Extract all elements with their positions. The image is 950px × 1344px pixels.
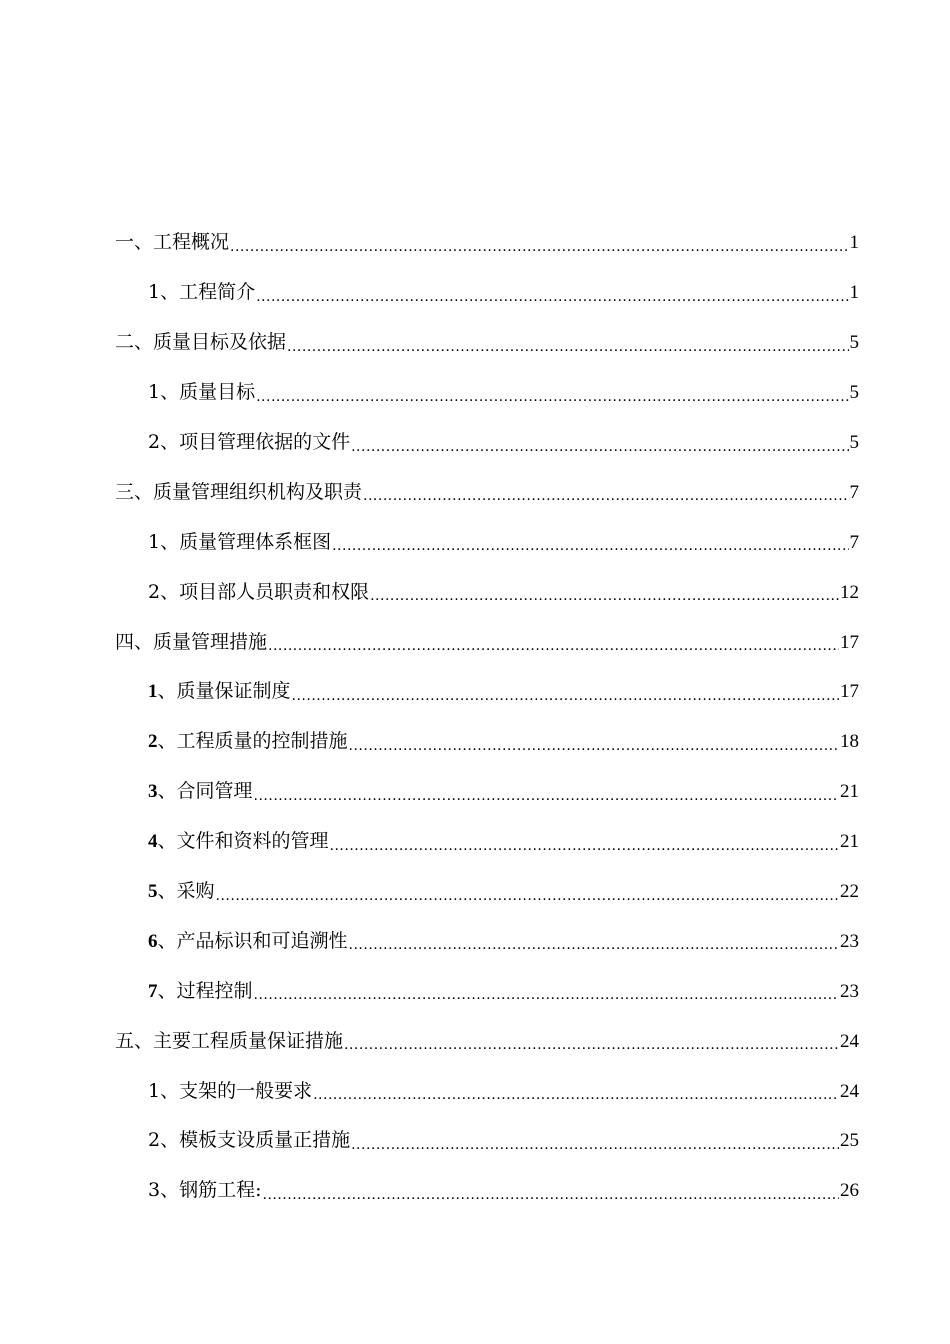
toc-entry[interactable]: [115, 1116, 859, 1166]
toc-dot-leader: [256, 390, 848, 404]
toc-page-number: 5: [849, 332, 859, 354]
toc-entry[interactable]: [115, 916, 859, 966]
toc-entry-title: 1、支架的一般要求: [148, 1079, 313, 1102]
toc-entry-title: [148, 979, 253, 1002]
toc-entry-number: 1: [148, 681, 158, 703]
toc-entry[interactable]: [115, 418, 859, 468]
toc-entry-title: [148, 682, 291, 701]
toc-dot-leader: [268, 639, 839, 653]
toc-page-number: 24: [840, 1080, 859, 1102]
toc-dot-leader: [254, 789, 839, 803]
toc-entry-title: 1、质量管理体系框图: [148, 530, 332, 553]
toc-page-number: 17: [840, 631, 859, 653]
toc-dot-leader: [313, 1088, 839, 1102]
toc-entry[interactable]: [115, 218, 859, 268]
toc-entry-title: [148, 782, 253, 801]
toc-dot-leader: [263, 1188, 840, 1202]
toc-entry[interactable]: [115, 617, 859, 667]
toc-entry-title: 四、质量管理措施: [115, 630, 268, 653]
toc-page-number: 1: [849, 282, 859, 304]
toc-entry-label: 、工程质量的控制措施: [157, 730, 348, 753]
toc-entry-title: 2、项目管理依据的文件: [148, 431, 351, 453]
toc-page-number: 24: [840, 1030, 859, 1052]
toc-entry-title: 二、质量目标及依据: [115, 331, 287, 354]
toc-dot-leader: [256, 290, 848, 304]
toc-entry-number: 3: [148, 781, 158, 803]
toc-page-number: 12: [840, 581, 859, 603]
toc-dot-leader: [254, 988, 839, 1002]
toc-entry-label: 、合同管理: [157, 780, 253, 803]
toc-entry-title: 1、工程简介: [148, 281, 256, 304]
toc-entry[interactable]: [115, 767, 859, 817]
toc-entry[interactable]: [115, 1066, 859, 1116]
toc-page-number: 17: [840, 681, 859, 703]
toc-entry-title: [148, 732, 348, 751]
toc-page-number: 7: [849, 531, 859, 553]
toc-entry[interactable]: [115, 966, 859, 1016]
toc-entry-label: 、过程控制: [157, 979, 253, 1002]
toc-page-number: 23: [840, 930, 859, 952]
toc-dot-leader: [351, 440, 848, 454]
toc-entry[interactable]: [115, 567, 859, 617]
toc-entry-number: 7: [148, 980, 158, 1002]
toc-dot-leader: [292, 689, 839, 703]
toc-dot-leader: [332, 539, 848, 553]
toc-entry-number: 2: [148, 731, 158, 753]
toc-dot-leader: [330, 839, 839, 853]
toc-entry[interactable]: [115, 717, 859, 767]
toc-dot-leader: [344, 1038, 839, 1052]
toc-page-number: 18: [840, 731, 859, 753]
toc-entry[interactable]: [115, 368, 859, 418]
toc-entry-label: 、文件和资料的管理: [157, 830, 329, 853]
toc-entry-title: 2、模板支设质量正措施: [148, 1129, 351, 1152]
toc-page-number: 21: [840, 831, 859, 853]
toc-entry[interactable]: [115, 1166, 859, 1216]
table-of-contents: [115, 218, 859, 1216]
toc-page-number: 26: [840, 1180, 859, 1202]
toc-dot-leader: [230, 240, 848, 254]
toc-page-number: 1: [849, 232, 859, 254]
toc-entry[interactable]: [115, 1016, 859, 1066]
toc-entry-title: [148, 929, 348, 952]
toc-entry-title: 五、主要工程质量保证措施: [115, 1029, 344, 1052]
toc-page-number: 25: [840, 1130, 859, 1152]
toc-entry-title: 3、钢筋工程:: [148, 1179, 262, 1202]
toc-page-number: 23: [840, 980, 859, 1002]
toc-dot-leader: [349, 938, 839, 952]
toc-page-number: 21: [840, 781, 859, 803]
toc-page-number: 7: [849, 481, 859, 503]
toc-entry-label: 、采购: [157, 880, 215, 903]
toc-entry-title: [148, 832, 329, 851]
toc-entry[interactable]: [115, 467, 859, 517]
toc-entry-title: [148, 882, 215, 901]
toc-page-number: 5: [849, 432, 859, 453]
toc-dot-leader: [351, 1138, 839, 1152]
toc-entry[interactable]: [115, 817, 859, 867]
toc-dot-leader: [287, 340, 848, 354]
toc-page-number: 22: [840, 881, 859, 903]
toc-dot-leader: [370, 589, 839, 603]
toc-entry-title: 三、质量管理组织机构及职责: [115, 480, 363, 503]
toc-entry[interactable]: [115, 268, 859, 318]
toc-entry[interactable]: [115, 517, 859, 567]
toc-entry-number: 5: [148, 881, 158, 903]
toc-dot-leader: [349, 739, 839, 753]
toc-entry[interactable]: [115, 667, 859, 717]
toc-dot-leader: [363, 489, 848, 503]
toc-entry-title: 1、质量目标: [148, 381, 256, 404]
toc-entry[interactable]: [115, 867, 859, 917]
toc-entry-title: 2、项目部人员职责和权限: [148, 580, 370, 603]
toc-entry-label: 、质量保证制度: [157, 680, 291, 703]
toc-entry-label: 、产品标识和可追溯性: [157, 929, 348, 952]
toc-entry-number: 6: [148, 930, 158, 952]
toc-entry-number: 4: [148, 831, 158, 853]
toc-page-number: 5: [849, 382, 859, 404]
toc-dot-leader: [216, 889, 839, 903]
toc-entry[interactable]: [115, 318, 859, 368]
toc-entry-title: 一、工程概况: [115, 231, 230, 254]
